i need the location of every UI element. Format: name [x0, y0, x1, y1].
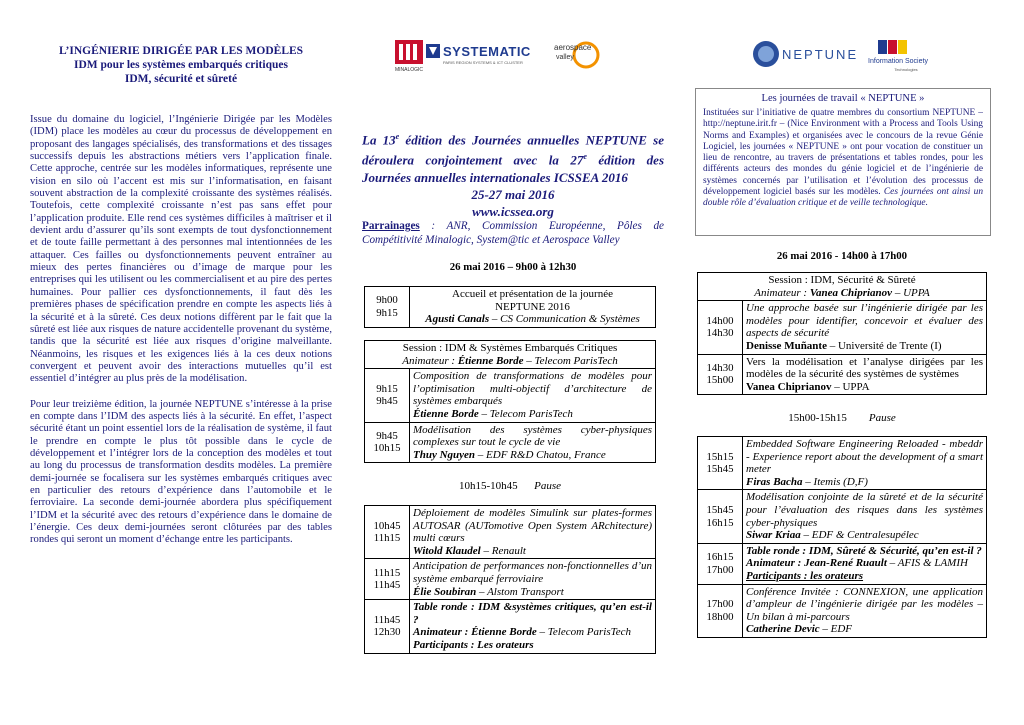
- time-cell: 9h15 9h45: [365, 369, 410, 422]
- time-cell: 15h15 15h45: [698, 437, 743, 490]
- table-row: [698, 301, 987, 354]
- afternoon-day-title: 26 mai 2016 - 14h00 à 17h00: [776, 250, 908, 262]
- talk-cell: Modélisation des systèmes cyber-physiques complexes sur tout le cycle de vie Thuy Nguyen – EDF R&D Chatou, France: [410, 422, 656, 463]
- talk-cell: Accueil et présentation de la journée NEPTUNE 2016 Agusti Canals – CS Communication & Systèmes: [410, 287, 656, 328]
- time-cell: 17h00 18h00: [698, 584, 743, 637]
- pause-label: Pause: [868, 412, 896, 424]
- time-cell: 14h30 15h00: [698, 354, 743, 395]
- pause-label: Pause: [534, 480, 562, 492]
- table-row: [365, 559, 656, 600]
- session-3-table: [697, 272, 987, 395]
- talk-cell: Table ronde : IDM, Sûreté & Sécurité, qu’en est-il ? Animateur : Jean-René Ruault – AFIS & LAMIH Participants : les orateurs: [743, 543, 987, 584]
- morning-pause: [364, 480, 656, 492]
- table-row: [365, 369, 656, 422]
- time-cell: 15h45 16h15: [698, 490, 743, 543]
- table-row: [698, 543, 987, 584]
- main-subtitle: IDM pour les systèmes embarqués critiques: [74, 59, 288, 71]
- session-header: Session : IDM, Sécurité & Sûreté Animateur : Vanea Chiprianov – UPPA: [698, 273, 987, 301]
- talk-cell: Une approche basée sur l’ingénierie dirigée par les modèles pour identifier, concevoir et évaluer des aspects de sécurité Denisse Muñante – Université de Trente (I): [743, 301, 987, 354]
- intro-paragraph: Issue du domaine du logiciel, l’Ingénierie Dirigée par les Modèles (IDM) place les modèles au cœur du processus de développement en proposant des langages spécialisés, des transformations et des tissages successifs depuis les abstractions métiers vers l’application finale. Cette approche, centrée sur les modèles informatiques, représente une vision en silo où l’accent est mis sur l’informatisation, en faisant souvent abstraction de la complexité croissante des systèmes réalisés. Toutefois, cette complexité croissante n’est pas sans effet pour l’application produite. Elle rend ces systèmes difficiles à maîtriser et il devient ardu d’assurer qu’ils sont exempts de tout dysfonctionnement et de toute faille permettant à des personnes mal intentionnées de les attaquer. Ces failles ou dysfonctionnements peuvent entraîner au mieux des pertes financières ou d’image de marque pour les entreprises qui les utilisent ou les commercialisent et au pire des pertes humaines. Pour pallier ces dysfonctionnements, il faut dès les premières phases de spécification prendre en compte les aspects liés à la sécurité et à la sûreté. Ces deux notions diffèrent par le fait que la sûreté est liée aux risques de nature accidentelle provenant du système, tandis que la sécurité est liée aux risques d’origine malveillante. Néanmoins, les risques et les exigences liés à la ces deux notions convergent et peuvent avoir des interactions mutuelles qu’il est essentiel d’intégrer au plus près de la modélisation.: [30, 114, 332, 385]
- aerospace-logo-text-2: valley: [556, 54, 574, 61]
- morning-day-title: 26 mai 2016 – 9h00 à 12h30: [449, 261, 577, 273]
- table-row: [365, 287, 656, 328]
- infosoc-logo-text: Information Society: [868, 58, 928, 65]
- neptune-logo: [752, 38, 862, 70]
- time-cell: 9h45 10h15: [365, 422, 410, 463]
- announcement: [362, 128, 664, 220]
- neptune-logo-text: NEPTUNE: [782, 47, 859, 62]
- info-box-title: Les journées de travail « NEPTUNE »: [761, 93, 925, 104]
- talk-cell: Composition de transformations de modèles pour l’optimisation multi-objectif d’architecture de systèmes embarqués Étienne Borde – Telecom ParisTech: [410, 369, 656, 422]
- afternoon-pause: [697, 412, 987, 424]
- event-url[interactable]: www.icssea.org: [472, 203, 554, 219]
- table-row: [698, 273, 987, 301]
- pause-time: 10h15-10h45: [458, 480, 518, 492]
- aerospace-logo-text: aerospace: [554, 43, 592, 52]
- main-title: L’INGÉNIERIE DIRIGÉE PAR LES MODÈLES: [58, 45, 304, 57]
- table-row: [365, 341, 656, 369]
- aerospace-valley-logo: [552, 38, 600, 72]
- systematic-logo-sub: PARIS REGION SYSTEMS & ICT CLUSTER: [443, 60, 523, 65]
- time-cell: 10h45 11h15: [365, 506, 410, 559]
- minalogic-logo: [395, 40, 423, 72]
- edition-paragraph: Pour leur treizième édition, la journée NEPTUNE s’intéresse à la prise en compte dans l’IDM des aspects liés à la sécurité. En effet, l’aspect sécurité étant un point essentiel lors de la réalisation de système, il faut le prendre en compte le plus tôt possible dans le cycle de développement et l’intégrer lors de la conception des modèles et tout au long du processus de transformation desdits modèles. La première demi-journée se focalisera sur les systèmes embarqués critiques avec en particulier des retours d’expérience dans l’automobile et le ferroviaire. La seconde demi-journée abordera plus spécifiquement l’IDM et la sécurité avec des retours d’expérience dans le domaine de l’énergie. Ces deux demi-journées seront clôturées par des tables rondes qui seront un moment d’échange entre les participants.: [30, 398, 332, 546]
- info-box-text: Instituées sur l’initiative de quatre membres du consortium NEPTUNE – http://neptune.irit.fr – (Nice Environment with a Process and Tools Using Norms and Examples) et organisées avec le concours de la revue Génie Logiciel, les journées « NEPTUNE » ont pour vocation de constituer un lieu de rencontre, au travers de présentations et tables rondes, pour les différents acteurs des mondes du génie logiciel et de l’ingénierie de systèmes concernés par l’utilisation et l’évolution des processus de développement logiciel basés sur les modèles. Ces journées ont ainsi un double rôle d’évaluation critique et de veille technologique.: [703, 108, 984, 209]
- announce-sup-2: e: [583, 152, 587, 162]
- time-cell: 11h45 12h30: [365, 600, 410, 653]
- sponsors-label: Parrainages: [362, 220, 420, 232]
- welcome-table: [364, 286, 656, 328]
- talk-cell: Conférence Invitée : CONNEXION, une application d’ampleur de l’ingénierie dirigée par les modèles – Un bilan à mi-parcours Catherine Devic – EDF: [743, 584, 987, 637]
- table-row: [698, 490, 987, 543]
- announce-part-3: édition des Journées annuelles internationales ICSSEA 2016: [362, 152, 664, 185]
- talk-cell: Vers la modélisation et l’analyse dirigées par les modèles de la sécurité des systèmes de systèmes Vanea Chiprianov – UPPA: [743, 354, 987, 395]
- systematic-logo: [426, 42, 550, 66]
- announce-sup-1: e: [395, 132, 400, 141]
- announce-part-1: La 13: [362, 132, 396, 148]
- table-row: [698, 437, 987, 490]
- neptune-info-box: [695, 88, 991, 236]
- announce-part-2: édition des Journées annuelles NEPTUNE se déroulera conjointement avec la 27: [362, 132, 664, 168]
- sponsors-text: : ANR, Commission Européenne, Pôles de Compétitivité Minalogic, System@tic et Aerospace Valley: [362, 220, 664, 246]
- talk-cell: Embedded Software Engineering Reloaded - mbeddr - Experience report about the development of a smart meter Firas Bacha – Itemis (D,F): [743, 437, 987, 490]
- talk-cell: Modélisation conjointe de la sûreté et de la sécurité pour l’évaluation des risques dans les systèmes cyber-physiques Siwar Kriaa – EDF & Centralesupélec: [743, 490, 987, 543]
- time-cell: 14h00 14h30: [698, 301, 743, 354]
- left-column: [30, 44, 332, 547]
- event-dates: 25-27 mai 2016: [471, 186, 555, 202]
- table-row: [365, 600, 656, 653]
- talk-cell: Anticipation de performances non-fonctionnelles d’un système embarqué ferroviaire Élie Soubiran – Alstom Transport: [410, 559, 656, 600]
- table-row: [698, 354, 987, 395]
- minalogic-logo-text: MINALOGIC: [395, 67, 423, 72]
- talk-cell: Table ronde : IDM &systèmes critiques, qu’en est-il ? Animateur : Étienne Borde – Telecom ParisTech Participants : Les orateurs: [410, 600, 656, 653]
- time-cell: 9h00 9h15: [365, 287, 410, 328]
- session-header: Session : IDM & Systèmes Embarqués Critiques Animateur : Étienne Borde – Telecom ParisTech: [365, 341, 656, 369]
- session-1-table: [364, 340, 656, 463]
- main-subtitle-2: IDM, sécurité et sûreté: [124, 73, 238, 85]
- talk-cell: Déploiement de modèles Simulink sur plates-formes AUTOSAR (AUTomotive Open System ARchitecture) multi cœurs Witold Klaudel – Renault: [410, 506, 656, 559]
- table-row: [365, 422, 656, 463]
- pause-time: 15h00-15h15: [788, 412, 847, 424]
- table-row: [365, 506, 656, 559]
- session-4-table: [697, 436, 987, 638]
- sponsors: [362, 219, 664, 247]
- infosoc-logo-text-2: Technologies: [894, 67, 918, 72]
- information-society-logo: [866, 40, 930, 74]
- systematic-logo-text: SYSTEMATIC: [443, 44, 531, 59]
- time-cell: 16h15 17h00: [698, 543, 743, 584]
- session-2-table: [364, 505, 656, 654]
- table-row: [698, 584, 987, 637]
- time-cell: 11h15 11h45: [365, 559, 410, 600]
